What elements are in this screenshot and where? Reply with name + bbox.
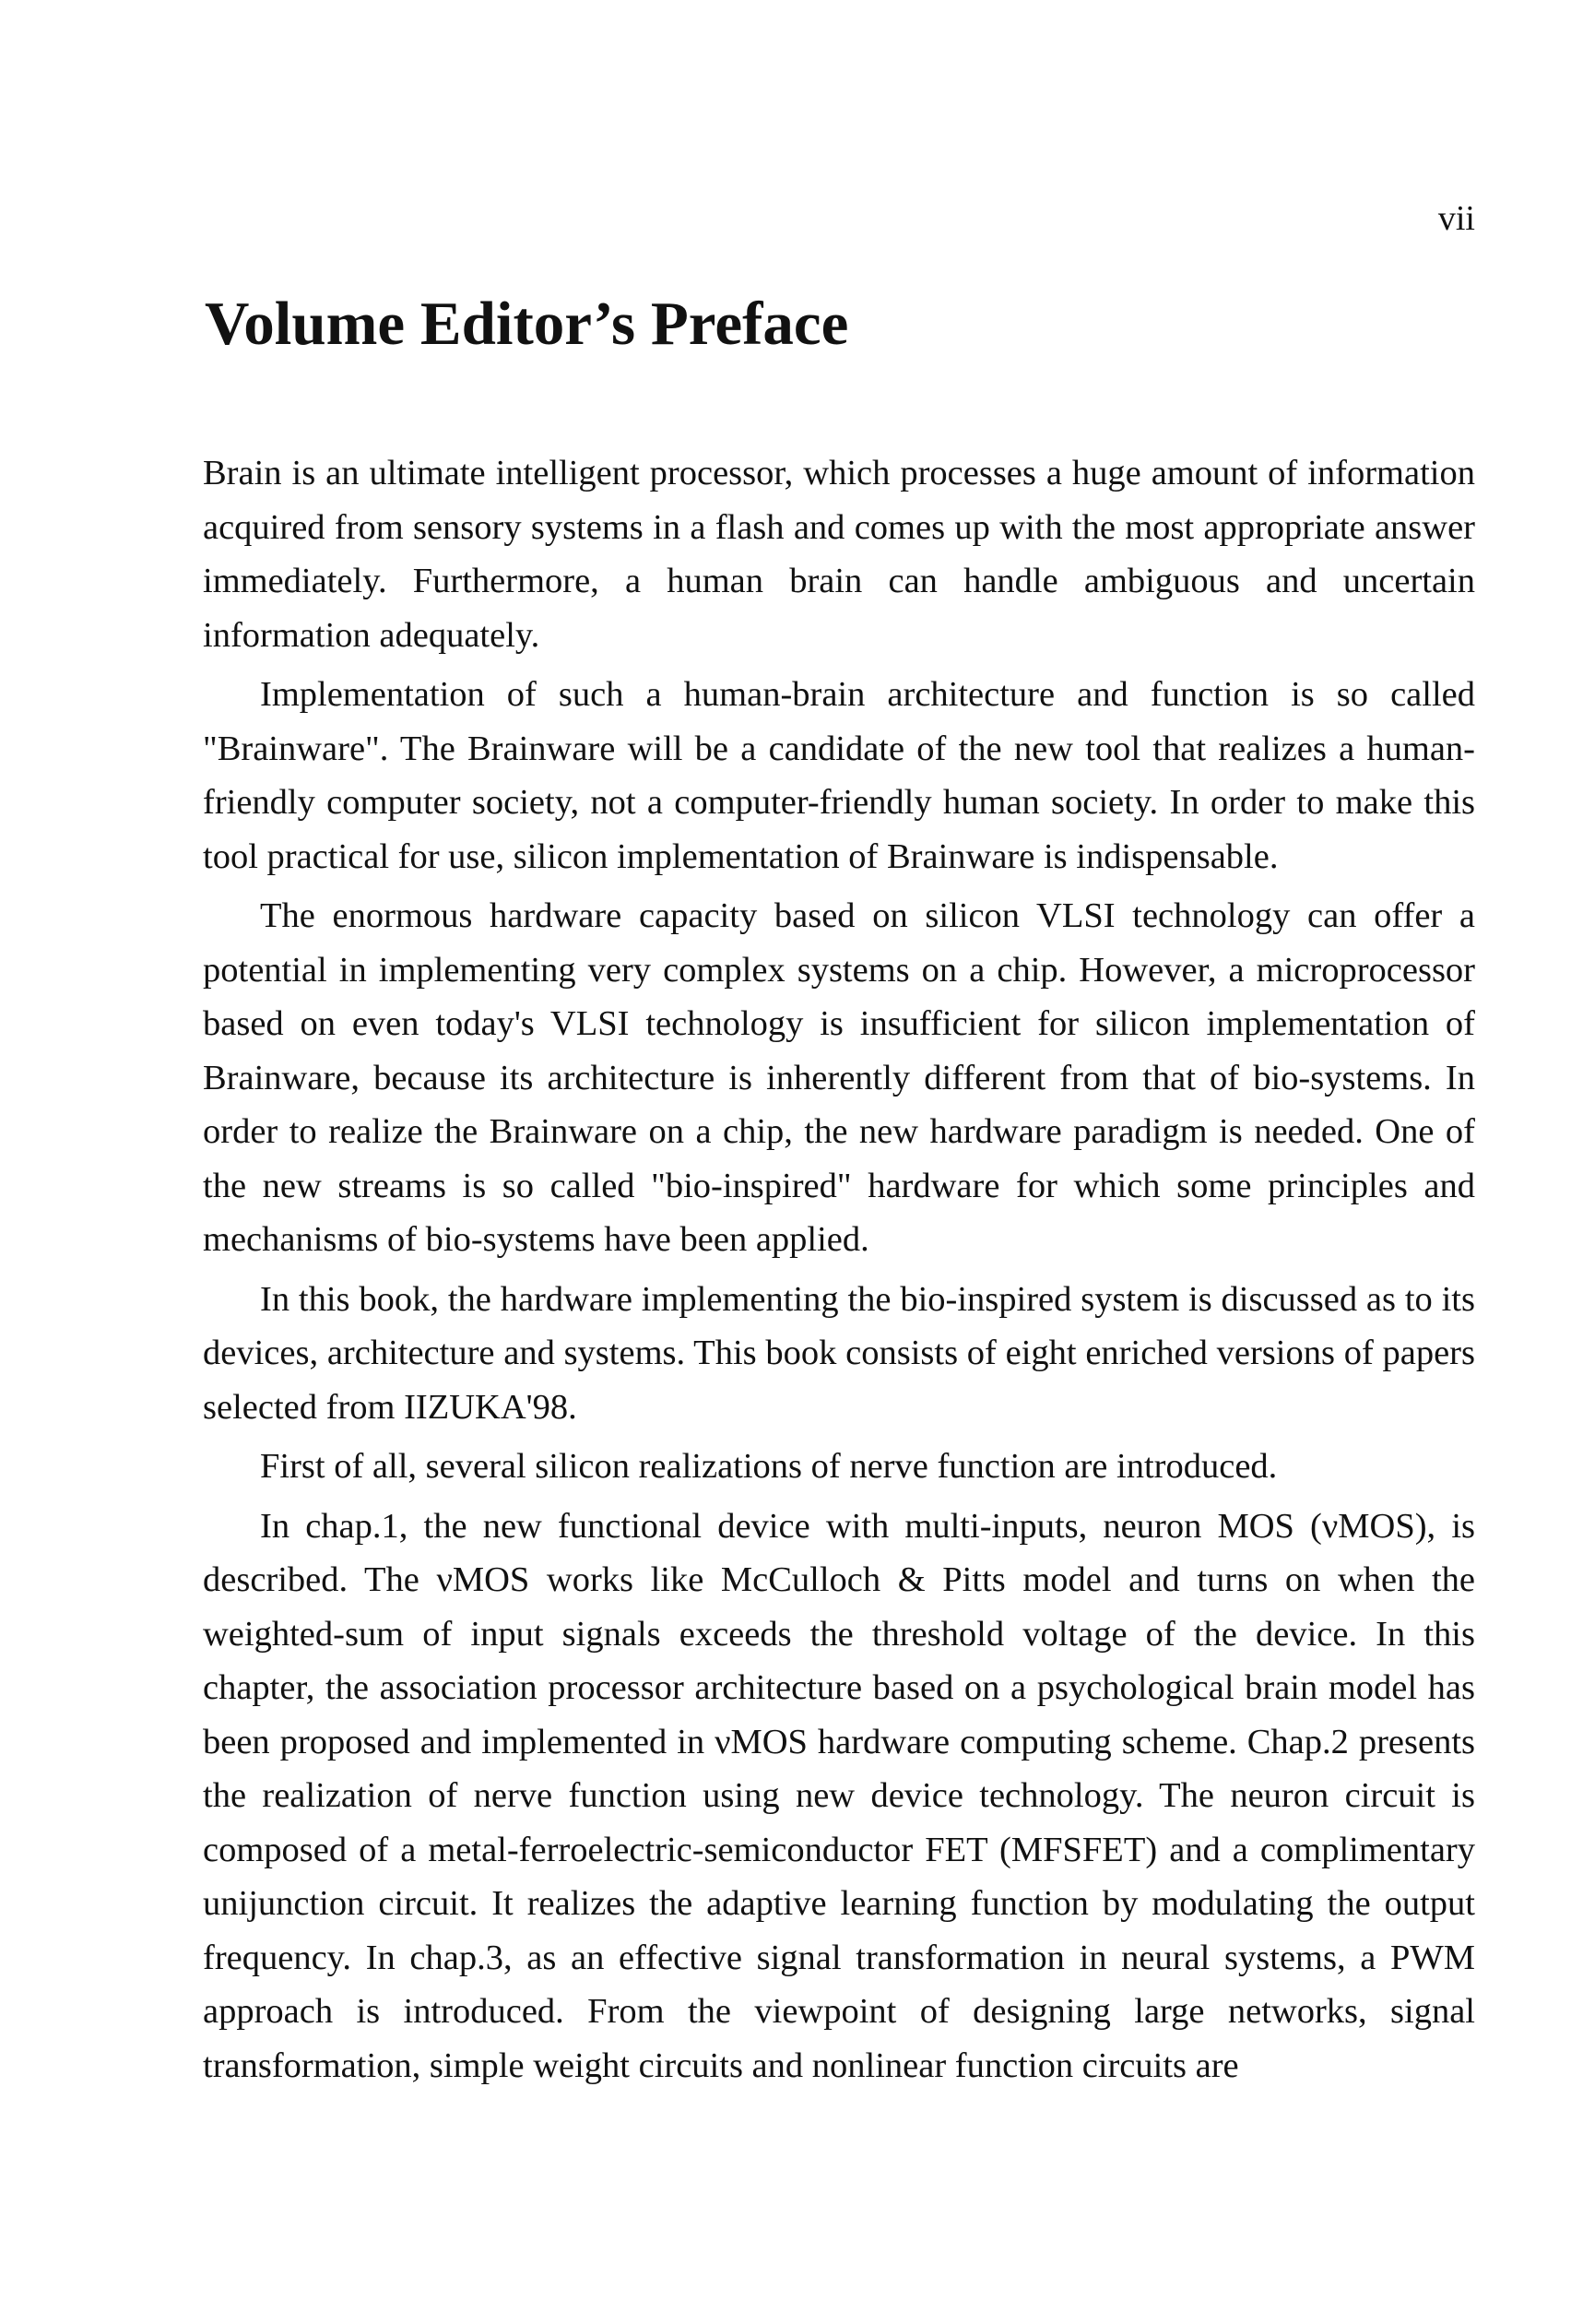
paragraph-6: In chap.1, the new functional device with multi-inputs, neuron MOS (νMOS), is described. The νMOS works like McCulloch & Pitts model and turns on when the weighted-sum of input signals exceeds the threshold voltage of the device. In this chapter, the association processor architecture based on a psychological brain model has been proposed and implemented in νMOS hardware computing scheme. Chap.2 presents the realization of nerve function using new device technology. The neuron circuit is composed of a metal-ferroelectric-semiconductor FET (MFSFET) and a complimentary unijunction circuit. It realizes the adaptive learning function by modulating the output frequency. In chap.3, as an effective signal transformation in neural systems, a PWM approach is introduced. From the viewpoint of designing large networks, signal transformation, simple weight circuits and nonlinear function circuits are [203, 1506, 1475, 2085]
page-title: Volume Editor’s Preface [205, 290, 849, 358]
preface-body [203, 446, 1475, 2098]
paragraph-4: In this book, the hardware implementing the bio-inspired system is discussed as to its devices, architecture and systems. This book consists of eight enriched versions of papers selected from IIZUKA'98. [203, 1279, 1475, 1427]
paragraph-5: First of all, several silicon realizations of nerve function are introduced. [260, 1447, 1278, 1486]
paragraph-2: Implementation of such a human-brain architecture and function is so called "Brainware". The Brainware will be a candidate of the new tool that realizes a human-friendly computer society, not a computer-friendly human society. In order to make this tool practical for use, silicon implementation of Brainware is indispensable. [203, 675, 1475, 876]
paragraph-1: Brain is an ultimate intelligent processor, which processes a huge amount of information acquired from sensory systems in a flash and comes up with the most appropriate answer immediately. Furthermore, a human brain can handle ambiguous and uncertain information adequately. [203, 454, 1475, 655]
page-number: vii [1437, 199, 1475, 238]
paragraph-3: The enormous hardware capacity based on silicon VLSI technology can offer a potential in implementing very complex systems on a chip. However, a microprocessor based on even today's VLSI technology is insufficient for silicon implementation of Brainware, because its architecture is inherently different from that of bio-systems. In order to realize the Brainware on a chip, the new hardware paradigm is needed. One of the new streams is so called "bio-inspired" hardware for which some principles and mechanisms of bio-systems have been applied. [203, 896, 1475, 1259]
